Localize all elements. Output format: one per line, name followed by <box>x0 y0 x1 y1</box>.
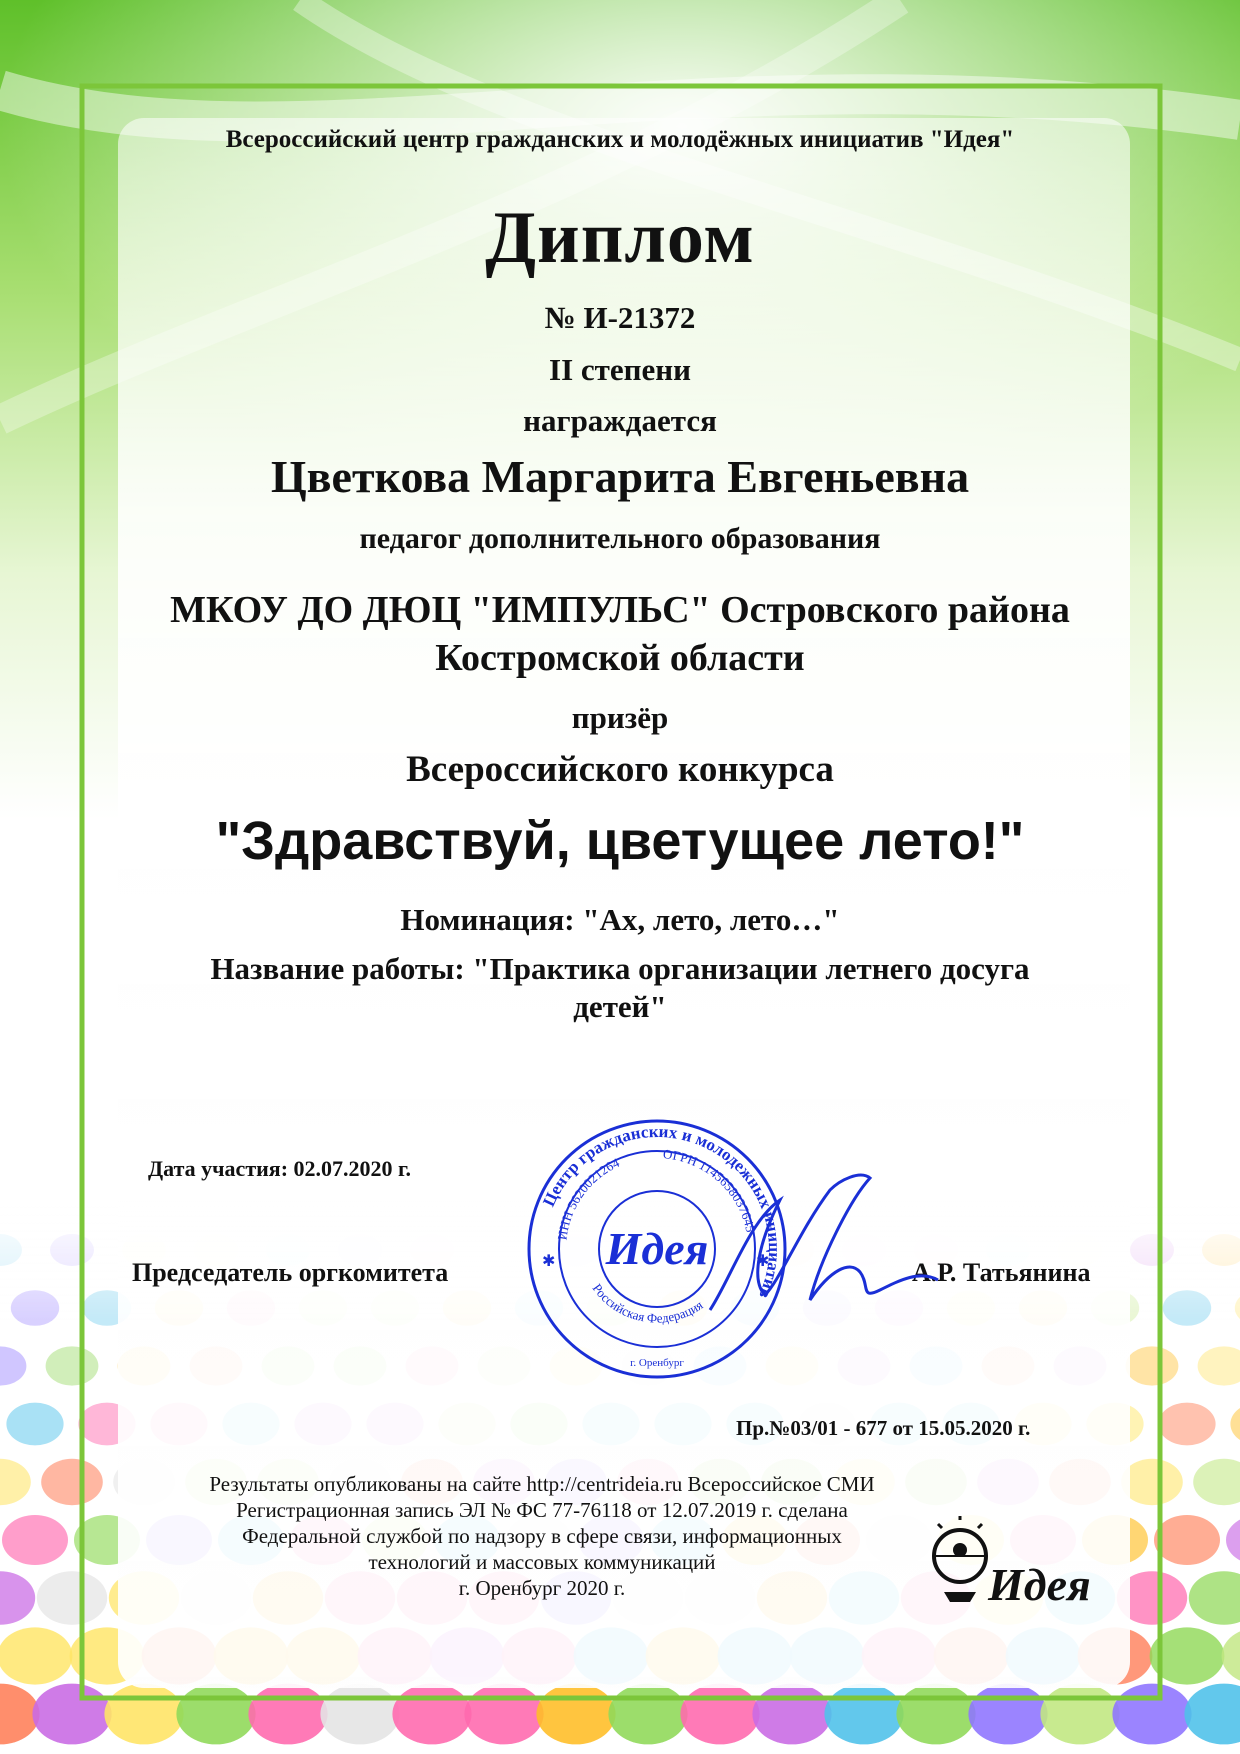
decorative-dot <box>176 1684 255 1745</box>
decorative-dot <box>104 1684 183 1745</box>
stamp-outer-text: Центр гражданских и молодежных инициатив <box>539 1121 785 1302</box>
award-status: призёр <box>571 700 669 735</box>
svg-text:Российская Федерация <box>590 1281 706 1326</box>
contest-name: "Здравствуй, цветущее лето!" <box>215 811 1025 871</box>
decorative-dot <box>248 1684 327 1745</box>
logo-text: Идея <box>988 1559 1091 1610</box>
stamp-country: Российская Федерация <box>589 1280 706 1326</box>
stamp-center-text: Идея <box>605 1223 709 1274</box>
order-reference: Пр.№03/01 - 677 от 15.05.2020 г. <box>736 1416 1031 1440</box>
nomination: Номинация: "Ах, лето, лето…" <box>400 902 840 937</box>
publication-line: Результаты опубликованы на сайте http://centrideia.ru Всероссийское СМИ <box>209 1472 875 1496</box>
awarded-label: награждается <box>523 403 717 438</box>
decorative-dot <box>1158 1403 1215 1446</box>
publication-line: г. Оренбург 2020 г. <box>458 1576 626 1600</box>
decorative-dot <box>1040 1684 1119 1745</box>
decorative-dot <box>464 1684 543 1745</box>
publication-line: Регистрационная запись ЭЛ № ФС 77-76118 от 12.07.2019 г. сделана <box>236 1498 848 1522</box>
decorative-dot <box>536 1684 615 1745</box>
signature <box>690 1160 940 1320</box>
decorative-dot <box>1121 1459 1183 1505</box>
decorative-dot <box>680 1684 759 1745</box>
lightbulb-globe-icon <box>934 1516 986 1602</box>
decorative-dot <box>320 1684 399 1745</box>
decorative-dot <box>752 1684 831 1745</box>
recipient-position: педагог дополнительного образования <box>359 522 881 555</box>
decorative-dot <box>824 1684 903 1745</box>
diploma-number: № И-21372 <box>544 300 696 335</box>
decorative-dot <box>46 1346 99 1385</box>
stamp-inn: ИНН 5620021264 <box>554 1154 622 1241</box>
decorative-dot <box>6 1403 63 1446</box>
decorative-dot <box>1112 1684 1191 1745</box>
stamp-star-icon: ✱ <box>542 1253 556 1270</box>
decorative-dot <box>896 1684 975 1745</box>
decorative-dot <box>608 1684 687 1745</box>
recipient-name: Цветкова Маргарита Евгеньевна <box>270 451 970 502</box>
organization-name: Всероссийский центр гражданских и молодёжных инициатив "Идея" <box>225 126 1015 153</box>
decorative-dot <box>392 1684 471 1745</box>
decorative-dot <box>1154 1515 1220 1565</box>
decorative-dot <box>968 1684 1047 1745</box>
decorative-dot <box>1126 1346 1179 1385</box>
stamp-city: г. Оренбург <box>630 1357 684 1369</box>
diploma-degree: II степени <box>549 352 691 387</box>
stamp-ogrn: ОГРН 1145658037645 <box>662 1146 759 1234</box>
decorative-dot <box>41 1459 103 1505</box>
decorative-dot <box>0 1627 72 1684</box>
stamp-star-icon: ✱ <box>756 1253 770 1270</box>
chair-name: А.Р. Татьянина <box>912 1258 1091 1287</box>
decorative-dot <box>2 1515 68 1565</box>
publication-line: технологий и массовых коммуникаций <box>368 1550 716 1574</box>
decorative-dot <box>37 1571 107 1625</box>
recipient-institution: МКОУ ДО ДЮЦ "ИМПУЛЬС" Островского района Костромской области <box>170 589 1070 679</box>
decorative-dot <box>32 1684 111 1745</box>
work-title: Название работы: "Практика организации летнего досуга детей" <box>210 951 1030 1024</box>
chair-label: Председатель оргкомитета <box>132 1258 449 1287</box>
publication-line: Федеральной службой по надзору в сфере связи, информационных <box>242 1524 842 1548</box>
document-title: Диплом <box>485 197 755 279</box>
contest-label: Всероссийского конкурса <box>406 749 834 790</box>
participation-date: Дата участия: 02.07.2020 г. <box>148 1156 412 1181</box>
idea-logo <box>930 1516 1100 1628</box>
